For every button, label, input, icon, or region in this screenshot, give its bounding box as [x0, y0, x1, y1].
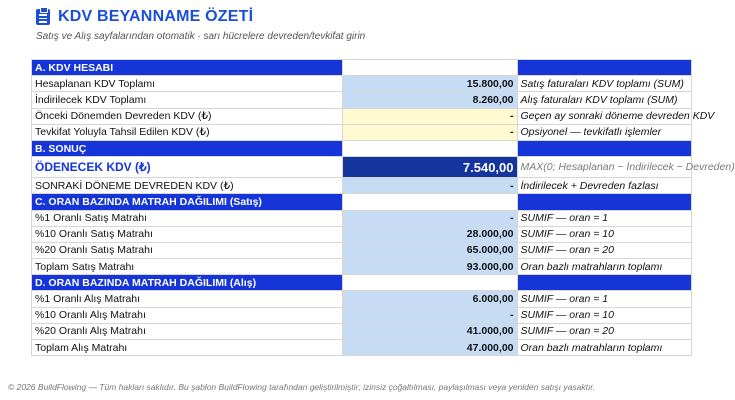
row-label: %20 Oranlı Alış Matrahı: [32, 323, 343, 339]
page-title: KDV BEYANNAME ÖZETİ: [58, 8, 254, 25]
copyright-footer: © 2026 BuildFlowing — Tüm hakları saklıdır. Bu şablon BuildFlowing tarafından geliştirilmiştir; izinsiz çoğaltılması, paylaşılması veya yeniden satışı yasaktır.: [8, 382, 596, 392]
row-note: İndirilecek + Devreden fazlası: [517, 178, 692, 194]
row-label: ÖDENECEK KDV (₺): [32, 157, 343, 178]
row-note: Oran bazlı matrahların toplamı: [517, 340, 692, 356]
value-cell: 15.800,00: [343, 76, 518, 92]
table-row: [32, 340, 692, 356]
section-title: C. ORAN BAZINDA MATRAH DAĞILIMI (Satış): [32, 194, 343, 210]
row-note: SUMIF — oran = 20: [517, 242, 692, 258]
table-row: [32, 76, 692, 92]
input-cell[interactable]: -: [343, 124, 518, 140]
section-fill: [517, 60, 692, 76]
row-note: Satış faturaları KDV toplamı (SUM): [517, 76, 692, 92]
section-title: A. KDV HESABI: [32, 60, 343, 76]
row-label: Toplam Alış Matrahı: [32, 340, 343, 356]
table-row: [32, 259, 692, 275]
section-header: [32, 275, 692, 291]
value-cell: 6.000,00: [343, 291, 518, 307]
row-note: SUMIF — oran = 20: [517, 323, 692, 339]
value-cell: -: [343, 307, 518, 323]
table-row: [32, 323, 692, 339]
row-label: Hesaplanan KDV Toplamı: [32, 76, 343, 92]
section-fill: [517, 140, 692, 156]
row-label: %10 Oranlı Satış Matrahı: [32, 226, 343, 242]
value-cell: 41.000,00: [343, 323, 518, 339]
section-title: B. SONUÇ: [32, 140, 343, 156]
value-cell: -: [343, 178, 518, 194]
section-spacer: [343, 194, 518, 210]
table-row: [32, 226, 692, 242]
row-label: Tevkifat Yoluyla Tahsil Edilen KDV (₺): [32, 124, 343, 140]
value-cell: 93.000,00: [343, 259, 518, 275]
row-note: SUMIF — oran = 1: [517, 291, 692, 307]
table-row: [32, 124, 692, 140]
table-row: [32, 178, 692, 194]
row-label: %20 Oranlı Satış Matrahı: [32, 242, 343, 258]
value-cell: -: [343, 210, 518, 226]
row-label: %10 Oranlı Alış Matrahı: [32, 307, 343, 323]
value-cell: 47.000,00: [343, 340, 518, 356]
row-label: Önceki Dönemden Devreden KDV (₺): [32, 108, 343, 124]
table-row: [32, 291, 692, 307]
clipboard-icon: [36, 9, 50, 25]
row-note: Opsiyonel — tevkifatlı işlemler: [517, 124, 692, 140]
section-spacer: [343, 140, 518, 156]
section-header: [32, 140, 692, 156]
table-row: [32, 210, 692, 226]
value-cell: 8.260,00: [343, 92, 518, 108]
row-note: Alış faturaları KDV toplamı (SUM): [517, 92, 692, 108]
table-row: [32, 108, 692, 124]
row-label: Toplam Satış Matrahı: [32, 259, 343, 275]
section-fill: [517, 194, 692, 210]
section-spacer: [343, 60, 518, 76]
input-cell[interactable]: -: [343, 108, 518, 124]
row-note: Oran bazlı matrahların toplamı: [517, 259, 692, 275]
row-label: SONRAKİ DÖNEME DEVREDEN KDV (₺): [32, 178, 343, 194]
table-row: [32, 92, 692, 108]
page-subtitle: Satış ve Alış sayfalarından otomatik · sarı hücrelere devreden/tevkifat girin: [36, 31, 366, 42]
value-cell: 7.540,00: [343, 157, 518, 178]
row-label: %1 Oranlı Satış Matrahı: [32, 210, 343, 226]
value-cell: 28.000,00: [343, 226, 518, 242]
row-label: İndirilecek KDV Toplamı: [32, 92, 343, 108]
table-row: [32, 157, 692, 178]
row-note: SUMIF — oran = 10: [517, 307, 692, 323]
row-note: MAX(0; Hesaplanan − İndirilecek − Devreden): [517, 157, 692, 178]
row-label: %1 Oranlı Alış Matrahı: [32, 291, 343, 307]
section-header: [32, 194, 692, 210]
section-title: D. ORAN BAZINDA MATRAH DAĞILIMI (Alış): [32, 275, 343, 291]
value-cell: 65.000,00: [343, 242, 518, 258]
table-row: [32, 242, 692, 258]
kdv-summary-table: [31, 59, 735, 356]
section-fill: [517, 275, 692, 291]
row-note: SUMIF — oran = 10: [517, 226, 692, 242]
section-header: [32, 60, 692, 76]
row-note: Geçen ay sonraki döneme devreden KDV: [517, 108, 692, 124]
row-note: SUMIF — oran = 1: [517, 210, 692, 226]
section-spacer: [343, 275, 518, 291]
table-row: [32, 307, 692, 323]
